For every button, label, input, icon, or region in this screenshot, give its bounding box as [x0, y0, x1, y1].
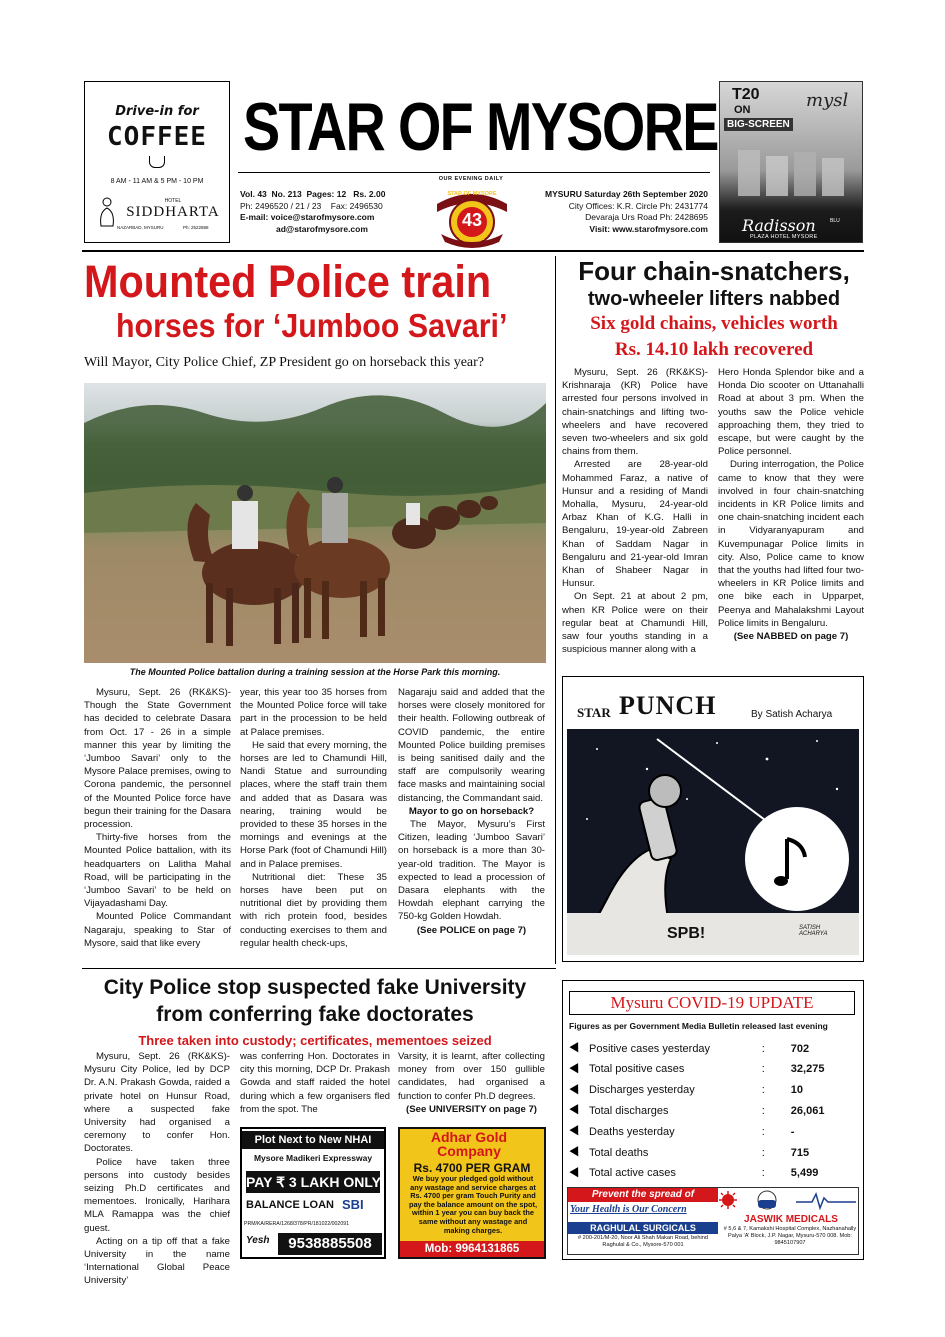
- chain-sub-2: Rs. 14.10 lakh recovered: [614, 339, 814, 360]
- bullet-triangle-icon: [569, 1084, 582, 1097]
- lead-p4: year, this year too 35 horses from the Mounted Police force will take part in the procession to be held at Palace premises.: [240, 687, 387, 738]
- bullet-triangle-icon: [569, 1042, 582, 1055]
- covid-row-value: -: [790, 1125, 795, 1138]
- covid-subtitle: Figures as per Government Media Bulletin released last evening: [569, 1021, 828, 1031]
- fax: Fax: 2496530: [330, 200, 383, 211]
- covid-row-value: 5,499: [790, 1167, 819, 1180]
- pages: Pages: 12: [306, 189, 347, 199]
- university-col-1: [84, 1050, 230, 1288]
- lead-headline-1: Mounted Police train: [84, 256, 492, 307]
- bullet-triangle-icon: [569, 1146, 582, 1159]
- gold-l5[interactable]: Mob: 9964131865: [400, 1241, 544, 1257]
- covid-row-label: Total deaths: [589, 1146, 649, 1159]
- uni-p2: Police have taken three persons into custody besides seizing Ph.D certificates and mementoes. Ironically, Harihara MLA Ramappa was the chief guest.: [84, 1156, 230, 1234]
- mask-icon: [744, 1190, 790, 1214]
- price: Rs. 2.00: [353, 189, 386, 199]
- chain-sub-1: Six gold chains, vehicles worth: [590, 313, 838, 334]
- lead-p3: Mounted Police Commandant Nagaraju, speaking to Star of Mysore, said that like every: [84, 911, 231, 949]
- bullet-triangle-icon: [569, 1167, 582, 1180]
- lead-p5: He said that every morning, the horses are led to Chamundi Hill, Nandi Statue and surrounding places, where the staff train them and added that as Dasara was nearing, training would be provided to these 35 horses in the mornings and evenings at the Horse Park (foot of Chamundi Hill) and in Palace premises.: [240, 739, 387, 870]
- covid-row-colon: :: [761, 1084, 765, 1097]
- masthead-bottom-rule: [82, 250, 864, 252]
- punch-star: STAR: [577, 705, 611, 720]
- cartoon: [567, 729, 859, 955]
- university-jump[interactable]: (See UNIVERSITY on page 7): [406, 1103, 537, 1115]
- hotel-address: NAZARBAD, MYSURU: [117, 225, 164, 230]
- covid-row-colon: :: [761, 1063, 765, 1076]
- lead-p1: Mysuru, Sept. 26 (RK&KS)- Though the State Government has decided to celebrate Dasara from Oct. 17 - 26 in a simple manner this year by limiting the ‘Jumboo Savari’ only to the Mysore Palace premises, owing to Corona pandemic, the personnel of the Mounted Police force have begun their training for the Dasara procession.: [84, 687, 231, 831]
- chain-col-2: [718, 366, 864, 643]
- university-top-rule: [82, 968, 556, 969]
- logo-text: STAR OF MYSORE: [447, 191, 497, 197]
- chain-headline-2: two-wheeler lifters nabbed: [587, 288, 841, 310]
- health-l3: RAGHULAL SURGICALS: [568, 1222, 718, 1234]
- uni-p3: Acting on a tip off that a fake University in the name ‘International Global Peace University’: [84, 1235, 230, 1287]
- masthead-title: STAR OF MYSORE: [243, 89, 718, 165]
- covid-row-label: Total positive cases: [589, 1063, 685, 1076]
- lead-headline-2: horses for ‘Jumboo Savari’: [116, 307, 508, 344]
- covid-row-label: Positive cases yesterday: [589, 1042, 711, 1055]
- website[interactable]: Visit: www.starofmysore.com: [589, 223, 708, 234]
- lead-col-1: [84, 686, 231, 950]
- university-col-3: [398, 1050, 545, 1116]
- plot-l2: Mysore Madikeri Expressway: [253, 1153, 373, 1163]
- t20-text: T20: [732, 86, 760, 103]
- covid-row-value: 10: [790, 1084, 804, 1097]
- coffee-timings: 8 AM - 11 AM & 5 PM - 10 PM: [110, 178, 204, 185]
- radisson-logo: Radisson: [742, 216, 816, 235]
- chain-p2: Arrested are 28-year-old Mohammed Faraz, a native of Hunsur and a residing of Mandi Mohalla, Mysuru, 24-year-old Arbaz Khan of K.G. Halli in Bengaluru, 19-year-old Zabreen Khan of Saddam Nagar in Bengaluru and 21-year-old Imran Khan of Shabeer Nagar in Hunsur.: [562, 459, 708, 590]
- lead-jump[interactable]: (See POLICE on page 7): [416, 924, 527, 936]
- covid-row-label: Discharges yesterday: [589, 1084, 695, 1097]
- star-punch-box: [562, 676, 864, 962]
- phone: Ph: 2496520 / 21 / 23: [240, 200, 322, 211]
- ad-gold[interactable]: [398, 1127, 546, 1259]
- masthead-left-info: [240, 189, 430, 235]
- hotel-phone: Ph: 2522888: [183, 225, 209, 230]
- gold-l4: We buy your pledged gold without any wastage and service charges at Rs. 4700 per gram Touch Purity and pay the balance amount on the spot, within 1 year you can buy back the same without any wastage and making charges.: [408, 1174, 538, 1235]
- covid-row: [571, 1142, 855, 1163]
- devaraja-office: Devaraja Urs Road Ph: 2428695: [585, 212, 708, 222]
- logo-since: SINCE 1978: [459, 236, 485, 241]
- logo-years: 43: [461, 210, 483, 230]
- coffee-line1: Drive-in for: [115, 104, 199, 119]
- gold-l3: Rs. 4700 PER GRAM: [413, 1161, 531, 1175]
- plot-l5: SBI: [342, 1197, 364, 1212]
- uni-p5: Varsity, it is learnt, after collecting money from over 150 gullible candidates, had organised a function to confer Ph.D degrees.: [398, 1051, 545, 1102]
- covid-row: [571, 1080, 855, 1101]
- email2[interactable]: ad@starofmysore.com: [276, 223, 368, 234]
- gold-l1: Adhar Gold: [430, 1129, 508, 1145]
- plot-l6: PRM/KA/RERA/1268/378/PR/181022/002091: [244, 1221, 349, 1227]
- university-col-2: [240, 1050, 390, 1116]
- lead-p2: Thirty-five horses from the Mounted Police battalion, with its headquarters on Lalitha Mahal Road, will be participating in the ‘Jumboo Savari’ to be held on Vijayadashami Day.: [84, 832, 231, 910]
- health-l6: # 5,6 & 7, Kamakshi Hospital Complex, Nazhanahally Palya ‘A’ Block, J.P. Nagar, Mysuru-570 008. Mob: 9845107907: [723, 1226, 857, 1246]
- bullet-triangle-icon: [569, 1063, 582, 1076]
- cartoon-signature: SATISH ACHARYA: [799, 925, 828, 937]
- covid-row-colon: :: [761, 1167, 765, 1180]
- plot-l4: BALANCE LOAN: [246, 1199, 334, 1211]
- covid-row-colon: :: [761, 1042, 765, 1055]
- lead-p7: Nagaraju said and added that the horses were closely monitored for their health. Following outbreak of COVID pandemic, the entire Mounted Police building premises is being sanitised daily and the staff are compulsorily wearing face masks and maintaining social distancing, the Commandant said.: [398, 687, 545, 804]
- buddha-icon: [97, 196, 117, 228]
- punch-byline: By Satish Acharya: [751, 709, 833, 720]
- lead-p6: Nutritional diet: These 35 horses have been put on nutritional diet by providing them with rich protein food, besides conducting exercises to them and regular health check-ups,: [240, 871, 387, 949]
- ad-plot[interactable]: [240, 1127, 386, 1259]
- ad-radisson[interactable]: [719, 81, 863, 243]
- lead-col-3: [398, 686, 545, 937]
- email[interactable]: E-mail: voice@starofmysore.com: [240, 212, 375, 222]
- mysl-logo: mysl: [806, 90, 849, 111]
- covid-row-label: Total discharges: [589, 1104, 669, 1117]
- city-offices: City Offices: K.R. Circle Ph: 2431774: [568, 200, 708, 211]
- health-l1: Prevent the spread of: [568, 1188, 718, 1202]
- plot-l7: Yesh: [246, 1235, 270, 1246]
- masthead-tagline: OUR EVENING DAILY: [438, 176, 504, 182]
- lead-photo-caption: The Mounted Police battalion during a training session at the Horse Park this morning.: [129, 667, 501, 677]
- lead-photo: [84, 383, 546, 663]
- radisson-blu: BLU: [830, 218, 840, 224]
- covid-title: Mysuru COVID-19 UPDATE: [610, 993, 814, 1012]
- chain-headline-1: Four chain-snatchers,: [578, 256, 850, 286]
- masthead-right-info: [518, 189, 708, 235]
- covid-row-value: 715: [790, 1146, 810, 1159]
- covid-row-label: Total active cases: [589, 1167, 676, 1180]
- covid-box: [562, 980, 864, 1260]
- covid-row: [571, 1163, 855, 1184]
- anniversary-logo: [427, 184, 517, 250]
- ad-coffee[interactable]: [84, 81, 230, 243]
- uni-p1: Mysuru, Sept. 26 (RK&KS)- Mysuru City Police, led by DCP Dr. A.N. Prakash Gowda, raided a private hotel on Hunsur Road, where a suspected fake University had organised a ceremony to confer Hon. Doctorates.: [84, 1051, 230, 1155]
- covid-row-value: 702: [790, 1042, 810, 1055]
- cartoon-text: SPB!: [667, 925, 706, 942]
- health-l4: # 200-201/M-20, Noor Ali Shah Makan Road, behind Raghulal & Co., Mysore-570 001: [578, 1235, 708, 1248]
- covid-row-colon: :: [761, 1146, 765, 1159]
- chain-p3: On Sept. 21 at about 2 pm, when KR Police were on their regular beat at Chamundi Hill, saw four youths standing in a suspicious manner along with a: [562, 591, 708, 656]
- hotel-label: HOTEL: [164, 198, 182, 204]
- covid-row: [571, 1100, 855, 1121]
- vol: Vol. 43: [240, 189, 267, 199]
- virus-icon: [718, 1190, 738, 1210]
- covid-row-label: Deaths yesterday: [589, 1125, 675, 1138]
- coffee-line2: COFFEE: [107, 122, 207, 152]
- covid-title-wrap: [569, 991, 855, 1015]
- covid-row: [571, 1038, 855, 1059]
- chain-p5: During interrogation, the Police came to know that they were involved in four chain-snatching incidents in KR Police limits and one chain-snatching incident each in Vidyaranyapuram and Kuvempunagar Police limits in city. Also, Police came to know that the youths had lifted four two-wheelers in KR Police limits and one bike each in Upparpet, Peenya and Mahalakshmi Layout Police limits in Bengaluru.: [718, 459, 864, 629]
- lead-col-2: [240, 686, 387, 950]
- ad-health[interactable]: [567, 1187, 859, 1255]
- coffee-cup-icon: [149, 156, 165, 168]
- covid-row-value: 32,275: [790, 1063, 825, 1076]
- uni-p4: was conferring Hon. Doctorates in city this morning, DCP Dr. Prakash Gowda and staff raided the hotel during which a few organisers fled from the spot. The: [240, 1051, 390, 1115]
- hotel-name: SIDDHARTA: [126, 204, 220, 220]
- health-l2: Your Health is Our Concern: [570, 1204, 687, 1215]
- covid-row-colon: :: [761, 1104, 765, 1117]
- health-l5: JASWIK MEDICALS: [744, 1214, 838, 1225]
- lead-deck: Will Mayor, City Police Chief, ZP President go on horseback this year?: [84, 355, 485, 370]
- university-sub: Three taken into custody; certificates, mementoes seized: [138, 1033, 492, 1048]
- chain-p4: Hero Honda Splendor bike and a Honda Dio scooter on Uttanahalli Road at about 3 pm. When the youths saw the Police vehicle approaching them, they tried to escape, but were caught by the Police personnel.: [718, 367, 864, 458]
- issue-no: No. 213: [271, 189, 302, 199]
- covid-row: [571, 1121, 855, 1142]
- lead-p8: The Mayor, Mysuru’s First Citizen, leading ‘Jumboo Savari’ on horseback is a more than 30-year-old tradition. The Mayor is expected to lead a procession of Dasara elephants with the Howdah elephant carrying the 750-kg Golden Howdah.: [398, 819, 545, 923]
- plot-l1: Plot Next to New NHAI: [242, 1131, 384, 1149]
- dateline: MYSURU Saturday 26th September 2020: [545, 189, 708, 199]
- masthead-rule: [238, 172, 710, 173]
- covid-row-value: 26,061: [790, 1104, 825, 1117]
- beer-glasses-icon: [734, 142, 850, 202]
- big-screen-text: BIG-SCREEN: [724, 118, 793, 131]
- university-headline-2: from conferring fake doctorates: [156, 1003, 474, 1026]
- covid-row-colon: :: [761, 1125, 765, 1138]
- lead-subhead: Mayor to go on horseback?: [408, 805, 535, 817]
- gold-l2: Company: [437, 1143, 501, 1159]
- chain-jump[interactable]: (See NABBED on page 7): [733, 631, 849, 643]
- heart-icon: [794, 1190, 858, 1212]
- covid-row: [571, 1059, 855, 1080]
- radisson-plaza: PLAZA HOTEL MYSORE: [750, 234, 818, 240]
- on-text: ON: [734, 104, 751, 116]
- plot-l3: PAY ₹ 3 LAKH ONLY: [246, 1171, 380, 1193]
- plot-l8[interactable]: 9538885508: [278, 1233, 382, 1255]
- chain-col-1: [562, 366, 708, 656]
- punch-title: PUNCH: [619, 691, 717, 720]
- university-headline-1: City Police stop suspected fake University: [103, 976, 527, 999]
- bullet-triangle-icon: [569, 1104, 582, 1117]
- lead-divider-v: [555, 256, 556, 964]
- bullet-triangle-icon: [569, 1125, 582, 1138]
- chain-p1: Mysuru, Sept. 26 (RK&KS)- Krishnaraja (KR) Police have arrested four persons involved in chain-snatchings and lifting two-wheelers and have recovered seven two-wheelers and six gold chains from them.: [562, 367, 708, 458]
